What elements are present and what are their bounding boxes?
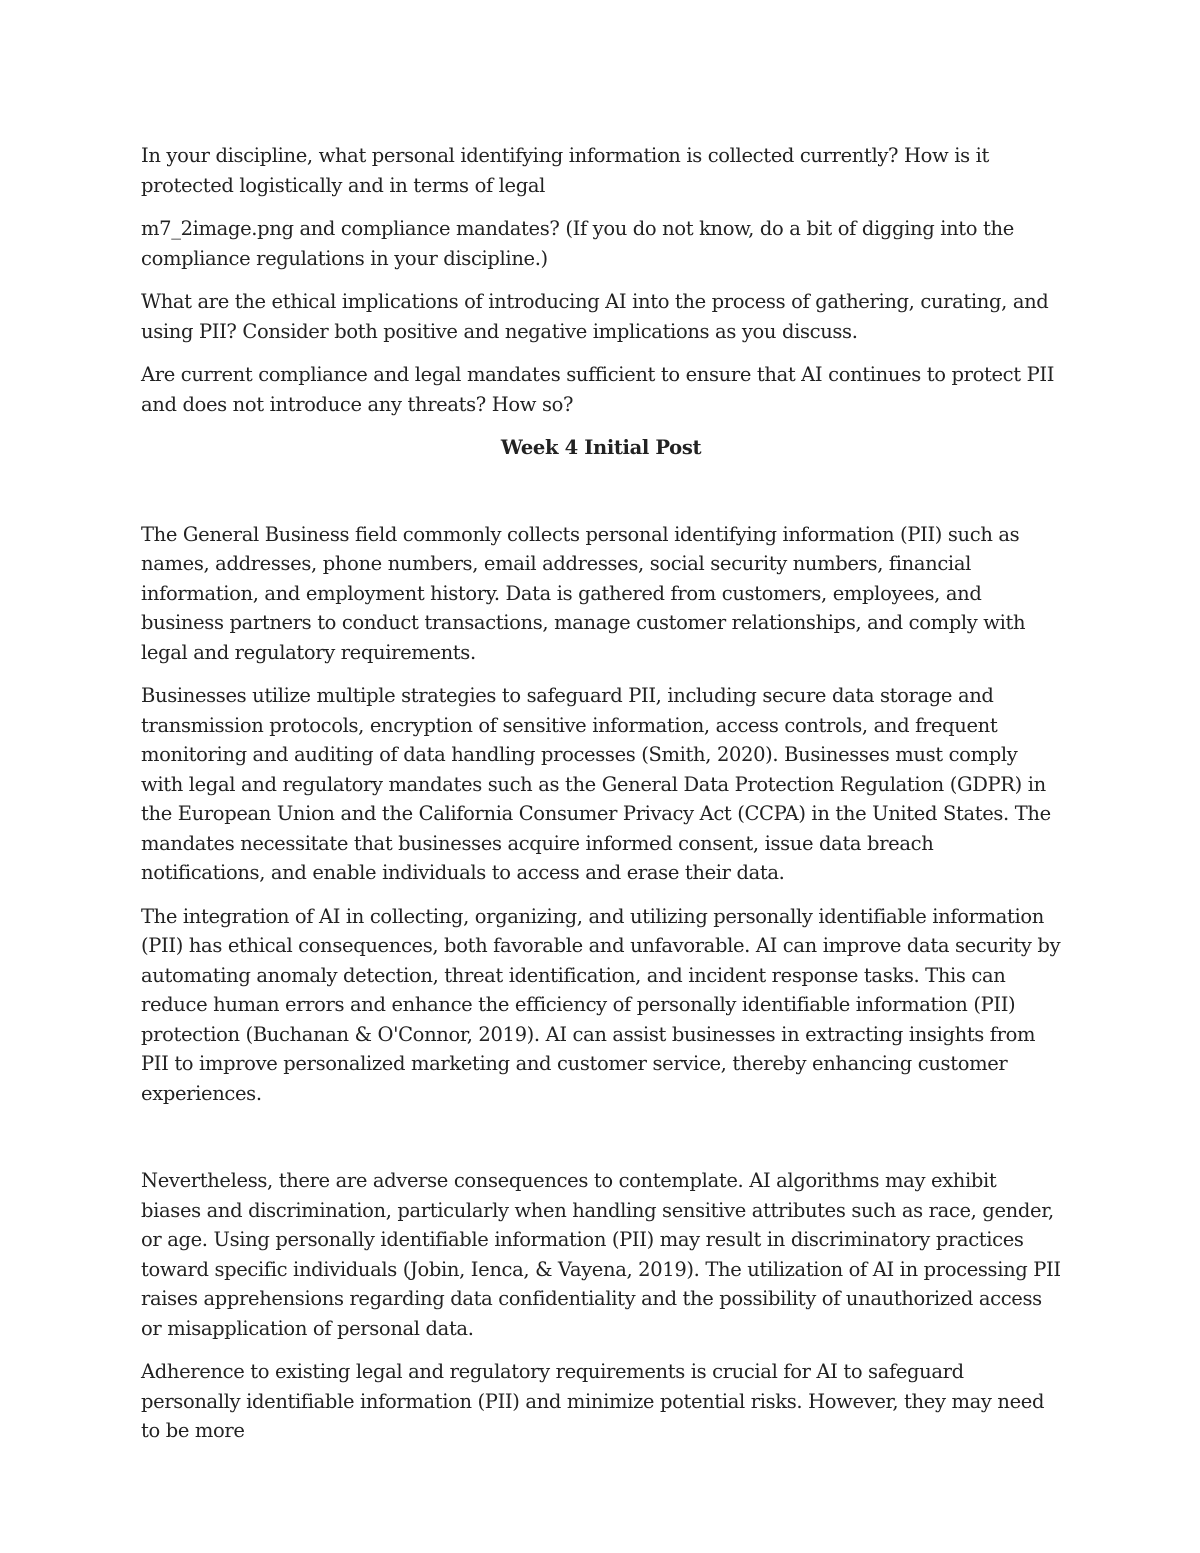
paragraph-compliance: Adherence to existing legal and regulatory requirements is crucial for AI to safeguard personally identifiable information (PII) and minimize potential risks. However, they may need to be more [141,1360,1045,1442]
paragraph-pii-collection: The General Business field commonly collects personal identifying information (PII) such as names, addresses, phone numbers, email addresses, social security numbers, financial information, and employment history. Data is gathered from customers, employees, and business partners to conduct transactions, manage customer relationships, and comply with legal and regulatory requirements. [141,522,1026,664]
document-body [141,141,1061,1460]
prompt-question-4: Are current compliance and legal mandates sufficient to ensure that AI continues to protect PII and does not introduce any threats? How so? [141,363,1055,416]
section-heading: Week 4 Initial Post [500,436,702,459]
prompt-question-3: What are the ethical implications of introducing AI into the process of gathering, curating, and using PII? Consider both positive and negative implications as you discuss. [141,290,1049,343]
paragraph-ai-risks: Nevertheless, there are adverse consequences to contemplate. AI algorithms may exhibit biases and discrimination, particularly when handling sensitive attributes such as race, gender, or age. Using personally identifiable information (PII) may result in discriminatory practices toward specific individuals (Jobin, Ienca, & Vayena, 2019). The utilization of AI in processing PII raises apprehensions regarding data confidentiality and the possibility of unauthorized access or misapplication of personal data. [141,1169,1061,1340]
paragraph-pii-safeguards: Businesses utilize multiple strategies to safeguard PII, including secure data storage and transmission protocols, encryption of sensitive information, access controls, and frequent monitoring and auditing of data handling processes (Smith, 2020). Businesses must comply with legal and regulatory mandates such as the General Data Protection Regulation (GDPR) in the European Union and the California Consumer Privacy Act (CCPA) in the United States. The mandates necessitate that businesses acquire informed consent, issue data breach notifications, and enable individuals to access and erase their data. [141,684,1051,884]
paragraph-ai-benefits: The integration of AI in collecting, organizing, and utilizing personally identifiable information (PII) has ethical consequences, both favorable and unfavorable. AI can improve data security by automating anomaly detection, threat identification, and incident response tasks. This can reduce human errors and enhance the efficiency of personally identifiable information (PII) protection (Buchanan & O'Connor, 2019). AI can assist businesses in extracting insights from PII to improve personalized marketing and customer service, thereby enhancing customer experiences. [141,904,1061,1105]
prompt-question-2: m7_2image.png and compliance mandates? (If you do not know, do a bit of digging into the compliance regulations in your discipline.) [141,217,1014,270]
prompt-question-1: In your discipline, what personal identifying information is collected currently? How is it protected logistically and in terms of legal [141,144,989,197]
